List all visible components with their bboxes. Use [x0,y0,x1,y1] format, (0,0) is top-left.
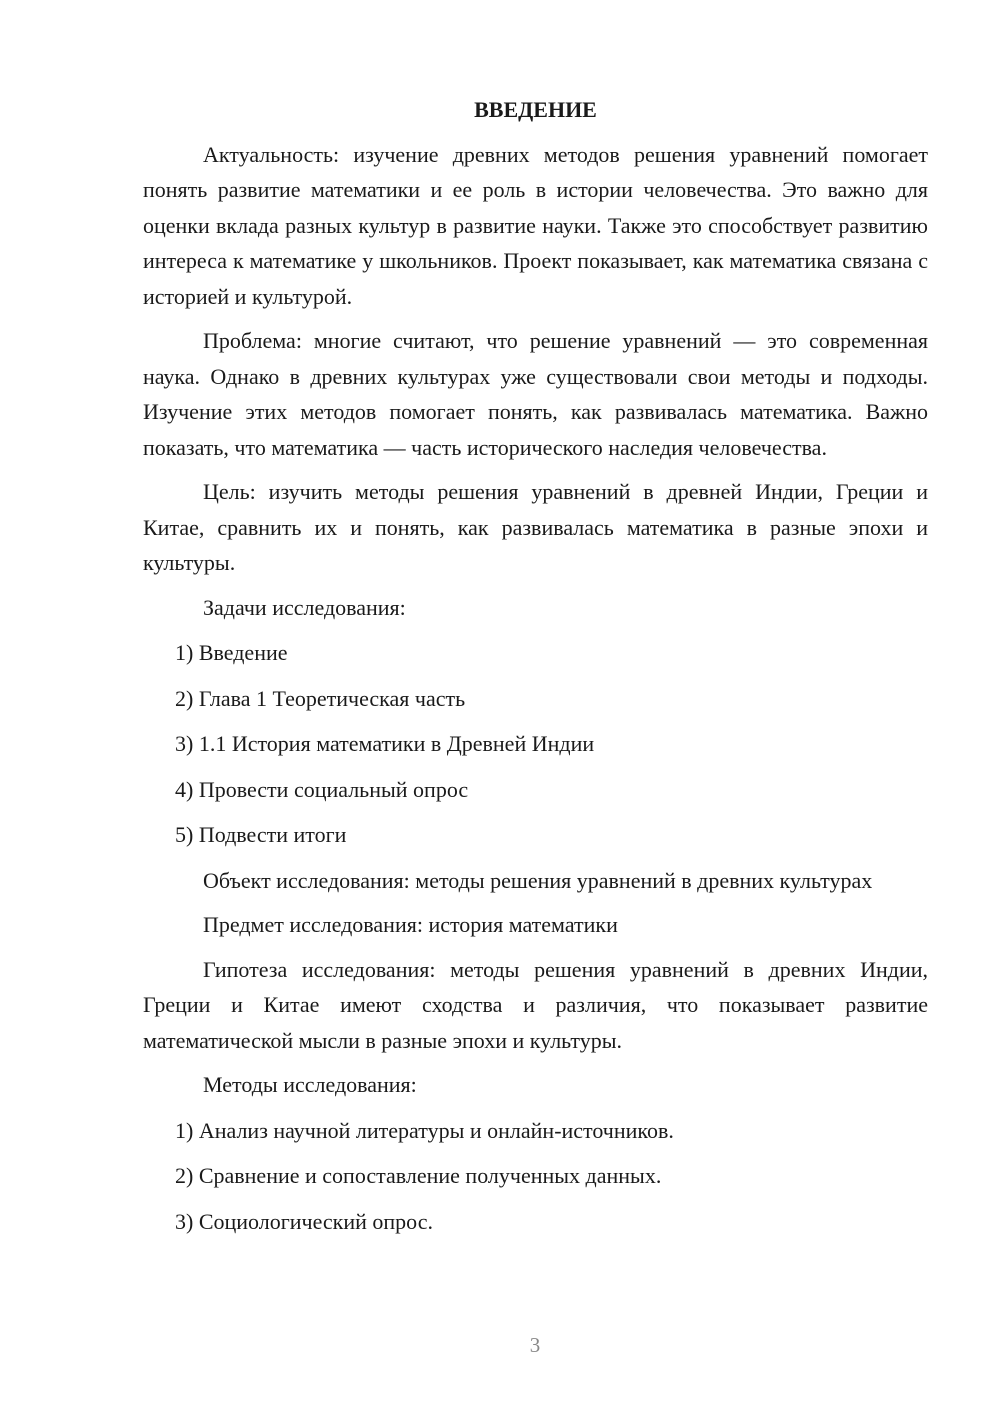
task-item: 4) Провести социальный опрос [175,776,469,802]
page-number: 3 [529,1333,541,1357]
subject-paragraph: Предмет исследования: история математики [203,912,618,937]
task-item: 5) Подвести итоги [175,822,347,847]
relevance-paragraph: Актуальность: изучение древних методов решения уравнений помогает понять развитие математики и ее роль в истории человечества. Это важно для оценки вклада разных культур в развитие науки. Также это способствует развитию интереса к математике у школьников. Проект показывает, как математика связана с историей и культурой. [143,141,928,309]
method-item: 1) Анализ научной литературы и онлайн-источников. [175,1117,674,1143]
task-item: 3) 1.1 История математики в Древней Индии [175,731,595,756]
document-page [143,92,928,1249]
methods-label: Методы исследования: [203,1072,417,1097]
page-title: ВВЕДЕНИЕ [474,97,597,122]
method-item: 2) Сравнение и сопоставление полученных данных. [175,1163,662,1188]
tasks-list [143,635,928,853]
problem-paragraph: Проблема: многие считают, что решение уравнений — это современная наука. Однако в древних культурах уже существовали свои методы и подходы. Изучение этих методов помогает понять, как развивалась математика. Важно показать, что математика — часть исторического наследия человечества. [143,328,928,460]
task-item: 1) Введение [175,640,288,665]
object-paragraph: Объект исследования: методы решения уравнений в древних культурах [203,867,873,893]
tasks-label: Задачи исследования: [203,594,406,620]
methods-list [143,1113,928,1240]
task-item: 2) Глава 1 Теоретическая часть [175,685,466,711]
goal-paragraph: Цель: изучить методы решения уравнений в древней Индии, Греции и Китае, сравнить их и понять, как развивалась математика в разные эпохи и культуры. [143,479,928,575]
hypothesis-paragraph: Гипотеза исследования: методы решения уравнений в древних Индии, Греции и Китае имеют сходства и различия, что показывает развитие математической мысли в разные эпохи и культуры. [143,956,928,1053]
method-item: 3) Социологический опрос. [175,1208,433,1234]
